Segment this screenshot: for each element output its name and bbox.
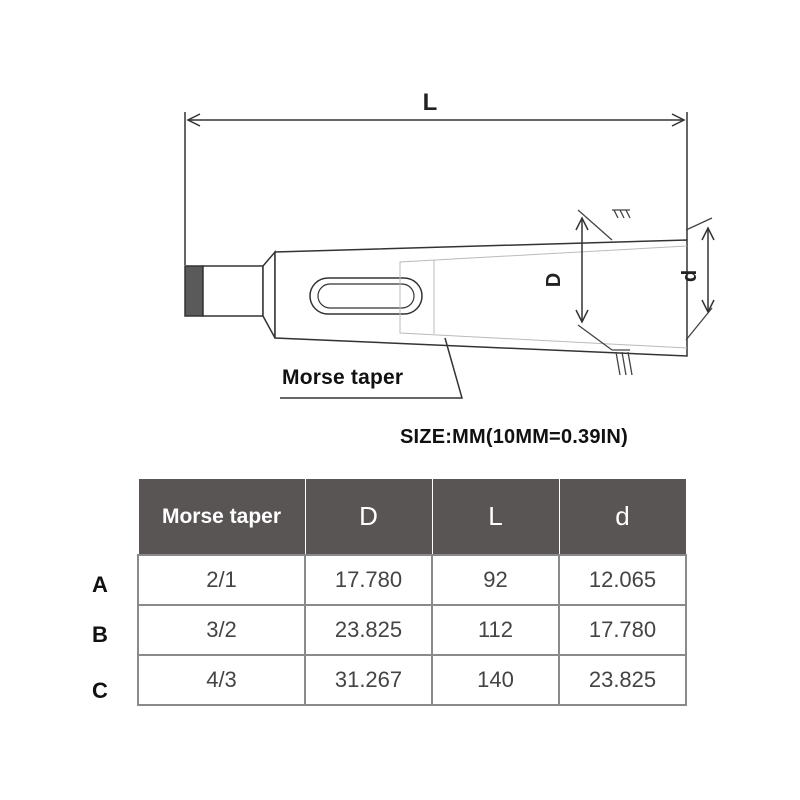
dimension-d bbox=[702, 228, 714, 312]
header-d: d bbox=[559, 479, 686, 556]
table-header-row bbox=[138, 479, 686, 556]
header-L: L bbox=[432, 479, 559, 556]
cell-L: 140 bbox=[432, 655, 559, 705]
cell-D: 17.780 bbox=[305, 555, 432, 605]
table-row bbox=[138, 555, 686, 605]
table-row bbox=[138, 605, 686, 655]
cell-L: 92 bbox=[432, 555, 559, 605]
shank bbox=[185, 252, 275, 338]
dim-D-label: D bbox=[543, 272, 565, 288]
header-morse-taper: Morse taper bbox=[138, 479, 305, 556]
header-D: D bbox=[305, 479, 432, 556]
dim-L-label: L bbox=[422, 89, 438, 116]
cell-d: 17.780 bbox=[559, 605, 686, 655]
row-label-b: B bbox=[92, 622, 108, 647]
row-label-a: A bbox=[92, 572, 108, 597]
table-row bbox=[138, 655, 686, 705]
cell-d: 23.825 bbox=[559, 655, 686, 705]
cell-D: 23.825 bbox=[305, 605, 432, 655]
cell-L: 112 bbox=[432, 605, 559, 655]
cell-morse-taper: 2/1 bbox=[138, 555, 305, 605]
size-note: SIZE:MM(10MM=0.39IN) bbox=[400, 426, 628, 448]
dim-d-label: d bbox=[679, 269, 701, 283]
morse-taper-callout: Morse taper bbox=[282, 366, 404, 389]
cell-d: 12.065 bbox=[559, 555, 686, 605]
cell-D: 31.267 bbox=[305, 655, 432, 705]
cell-morse-taper: 4/3 bbox=[138, 655, 305, 705]
spec-table bbox=[137, 478, 687, 706]
row-label-c: C bbox=[92, 678, 108, 703]
cell-morse-taper: 3/2 bbox=[138, 605, 305, 655]
